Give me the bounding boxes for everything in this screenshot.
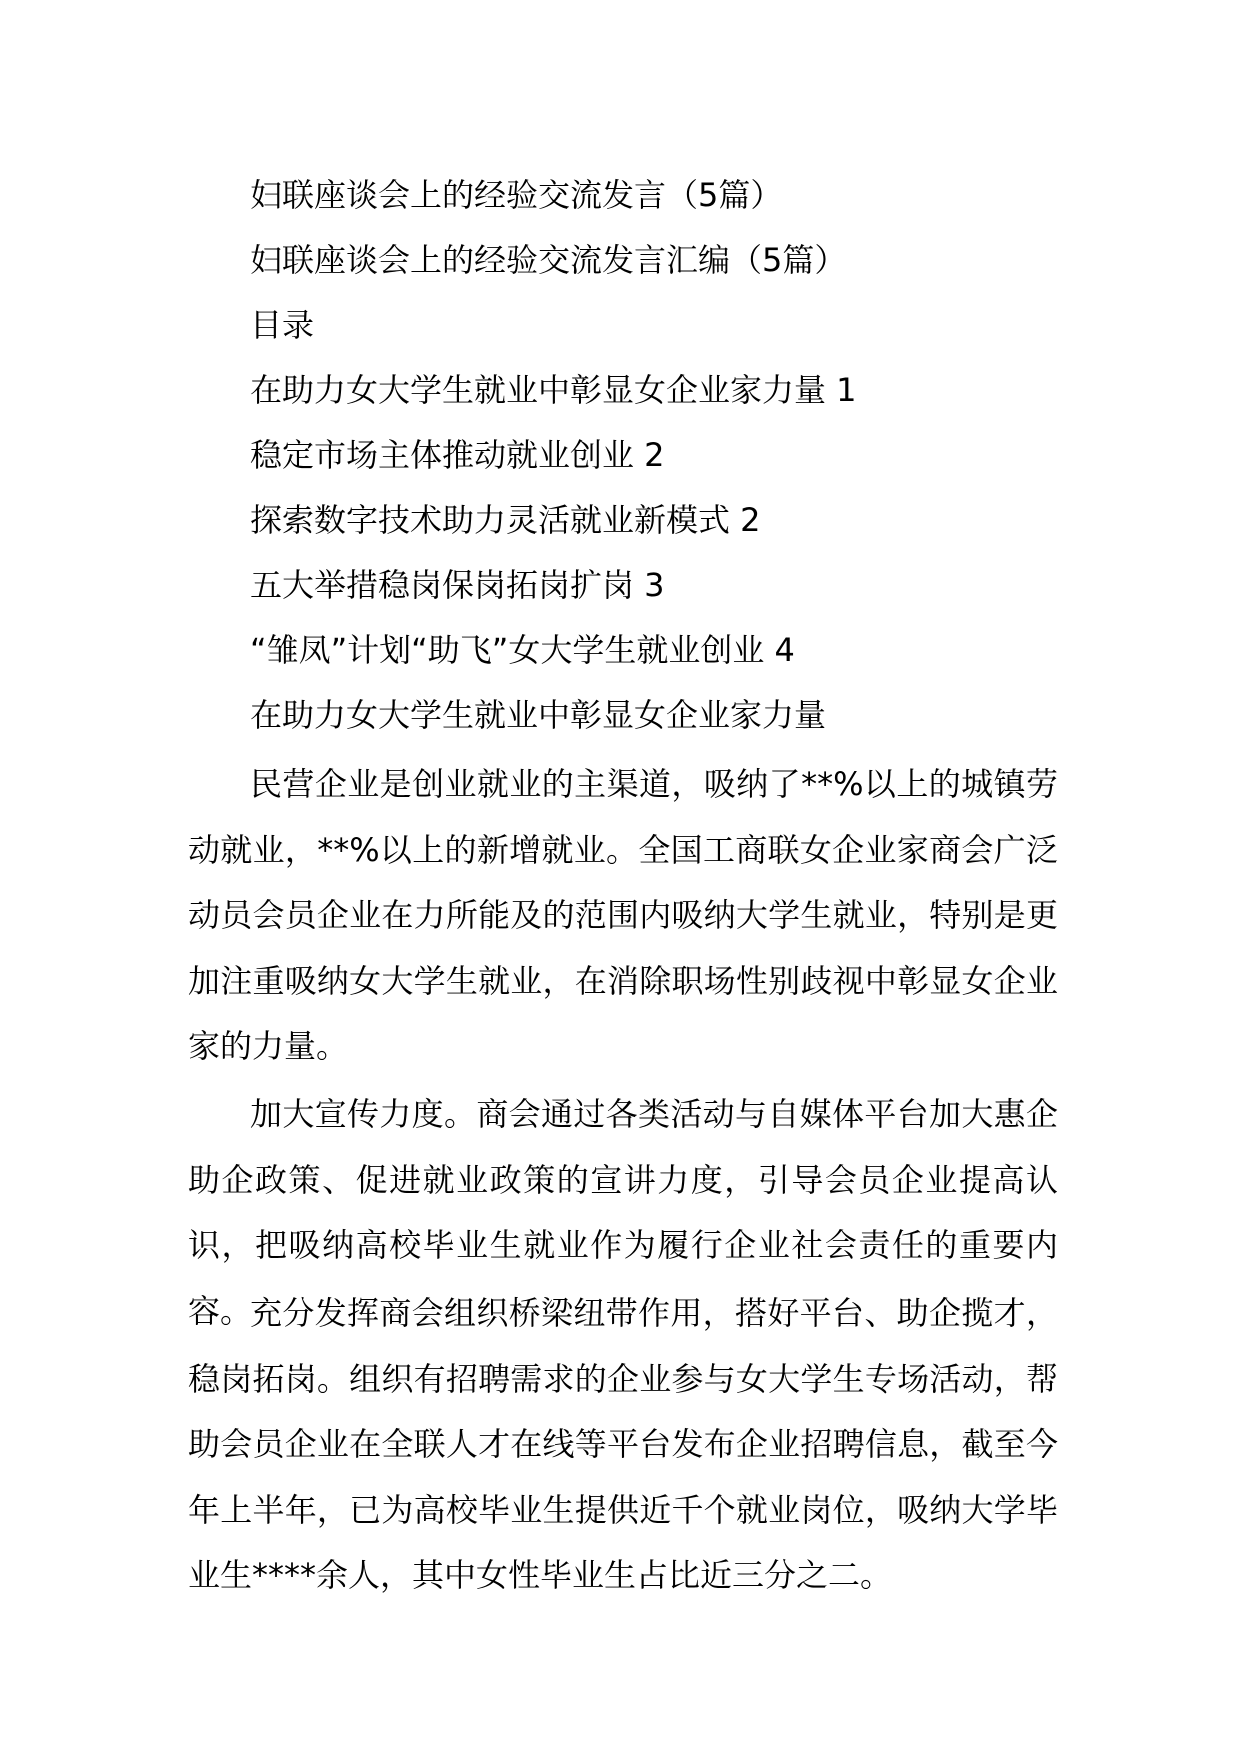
body-paragraph: 民营企业是创业就业的主渠道，吸纳了**%以上的城镇劳动就业，**%以上的新增就业。全国工商联女企业家商会广泛动员会员企业在力所能及的范围内吸纳大学生就业，特别是更加注重吸纳女大学生就业，在消除职场性别歧视中彰显女企业家的力量。 bbox=[188, 765, 1058, 1065]
toc-item: 稳定市场主体推动就业创业 2 bbox=[250, 436, 665, 474]
toc-item: “雏凤”计划“助飞”女大学生就业创业 4 bbox=[250, 631, 795, 669]
toc-item: 五大举措稳岗保岗拓岗扩岗 3 bbox=[250, 566, 665, 604]
document-title: 妇联座谈会上的经验交流发言（5篇） bbox=[250, 176, 783, 214]
section-heading: 在助力女大学生就业中彰显女企业家力量 bbox=[250, 696, 827, 734]
toc-item: 探索数字技术助力灵活就业新模式 2 bbox=[250, 501, 761, 539]
body-paragraph: 加大宣传力度。商会通过各类活动与自媒体平台加大惠企助企政策、促进就业政策的宣讲力度，引导会员企业提高认识，把吸纳高校毕业生就业作为履行企业社会责任的重要内容。 bbox=[188, 1095, 1058, 1330]
body-paragraph: 充分发挥商会组织桥梁纽带作用，搭好平台、助企揽才，稳岗拓岗。组织有招聘需求的企业参与女大学生专场活动，帮助会员企业在全联人才在线等平台发布企业招聘信息，截至今年上半年，已为高校毕业生提供近千个就业岗位，吸纳大学毕业生****余人，其中女性毕业生占比近三分之二。 bbox=[188, 1294, 1058, 1594]
toc-item: 在助力女大学生就业中彰显女企业家力量 1 bbox=[250, 371, 857, 409]
toc-heading: 目录 bbox=[250, 306, 315, 344]
document-subtitle: 妇联座谈会上的经验交流发言汇编（5篇） bbox=[250, 241, 847, 279]
